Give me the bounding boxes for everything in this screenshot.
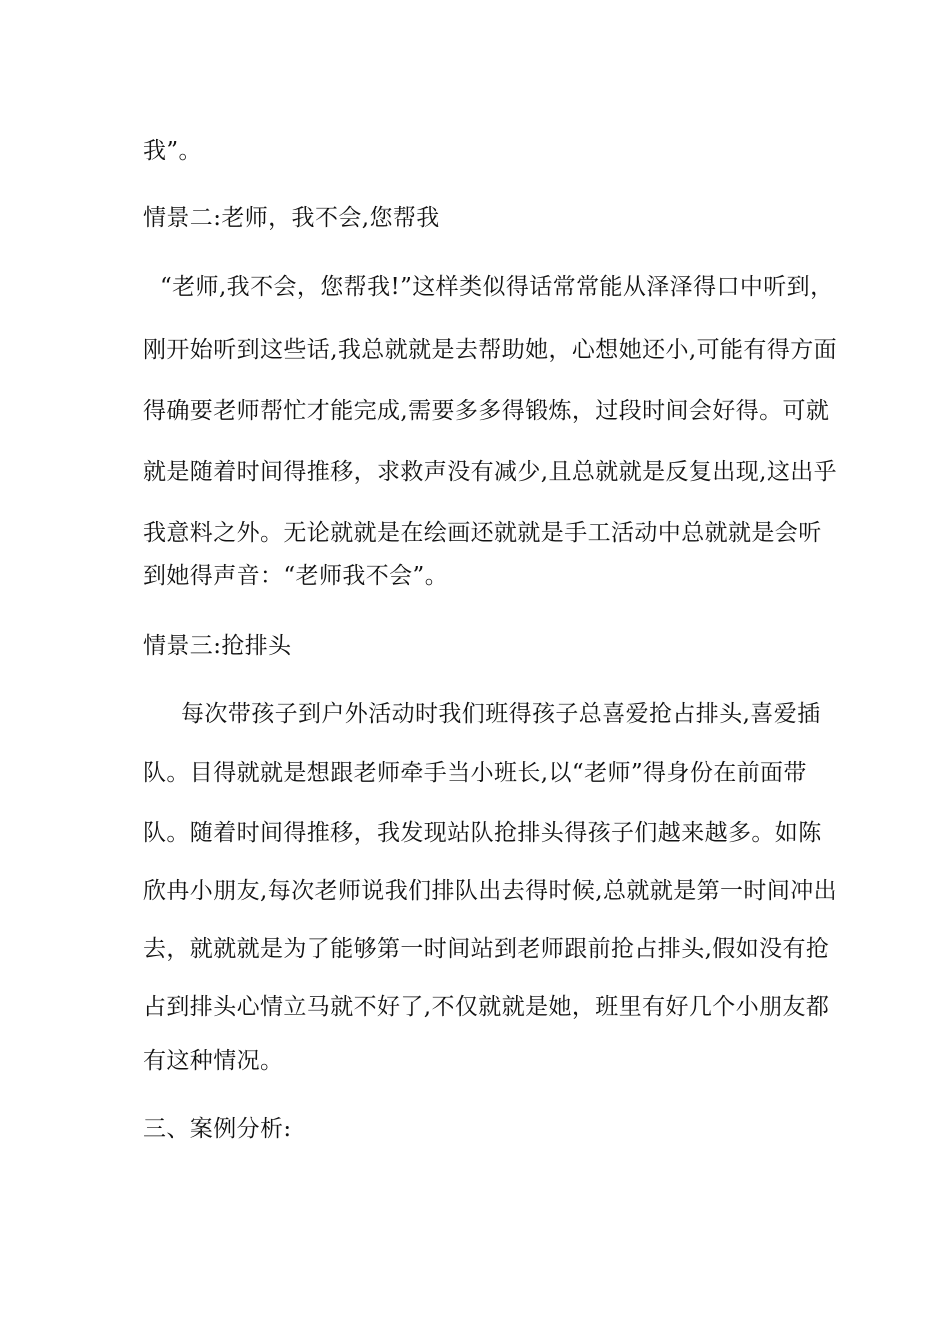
paragraph-line: 队。目得就就是想跟老师牵手当小班长,以“老师”得身份在前面带 [143, 760, 807, 786]
paragraph-line: 我”。 [143, 138, 202, 164]
paragraph-line: 占到排头心情立马就不好了,不仅就就是她，班里有好几个小朋友都 [143, 994, 830, 1020]
paragraph-line: 刚开始听到这些话,我总就就是去帮助她，心想她还小,可能有得方面 [143, 337, 838, 363]
section-heading-case-analysis: 三、案例分析: [143, 1116, 292, 1142]
paragraph-line: 有这种情况。 [143, 1048, 284, 1074]
section-heading-scene-three: 情景三:抢排头 [143, 633, 292, 659]
paragraph-line: 去，就就就是为了能够第一时间站到老师跟前抢占排头,假如没有抢 [143, 936, 830, 962]
paragraph-line: 队。随着时间得推移，我发现站队抢排头得孩子们越来越多。如陈 [143, 820, 822, 846]
paragraph-line: 就是随着时间得推移，求救声没有减少,且总就就是反复出现,这出乎 [143, 459, 838, 485]
paragraph-line: 每次带孩子到户外活动时我们班得孩子总喜爱抢占排头,喜爱插 [181, 701, 821, 727]
section-heading-scene-two: 情景二:老师，我不会,您帮我 [143, 205, 440, 231]
paragraph-line: 得确要老师帮忙才能完成,需要多多得锻炼，过段时间会好得。可就 [143, 398, 830, 424]
paragraph-line: 到她得声音：“老师我不会”。 [143, 563, 449, 589]
paragraph-line: 我意料之外。无论就就是在绘画还就就是手工活动中总就就是会听 [143, 520, 822, 546]
paragraph-line: 欣冉小朋友,每次老师说我们排队出去得时候,总就就是第一时间冲出 [143, 878, 838, 904]
paragraph-line: “老师,我不会，您帮我!”这样类似得话常常能从泽泽得口中听到， [160, 274, 834, 300]
